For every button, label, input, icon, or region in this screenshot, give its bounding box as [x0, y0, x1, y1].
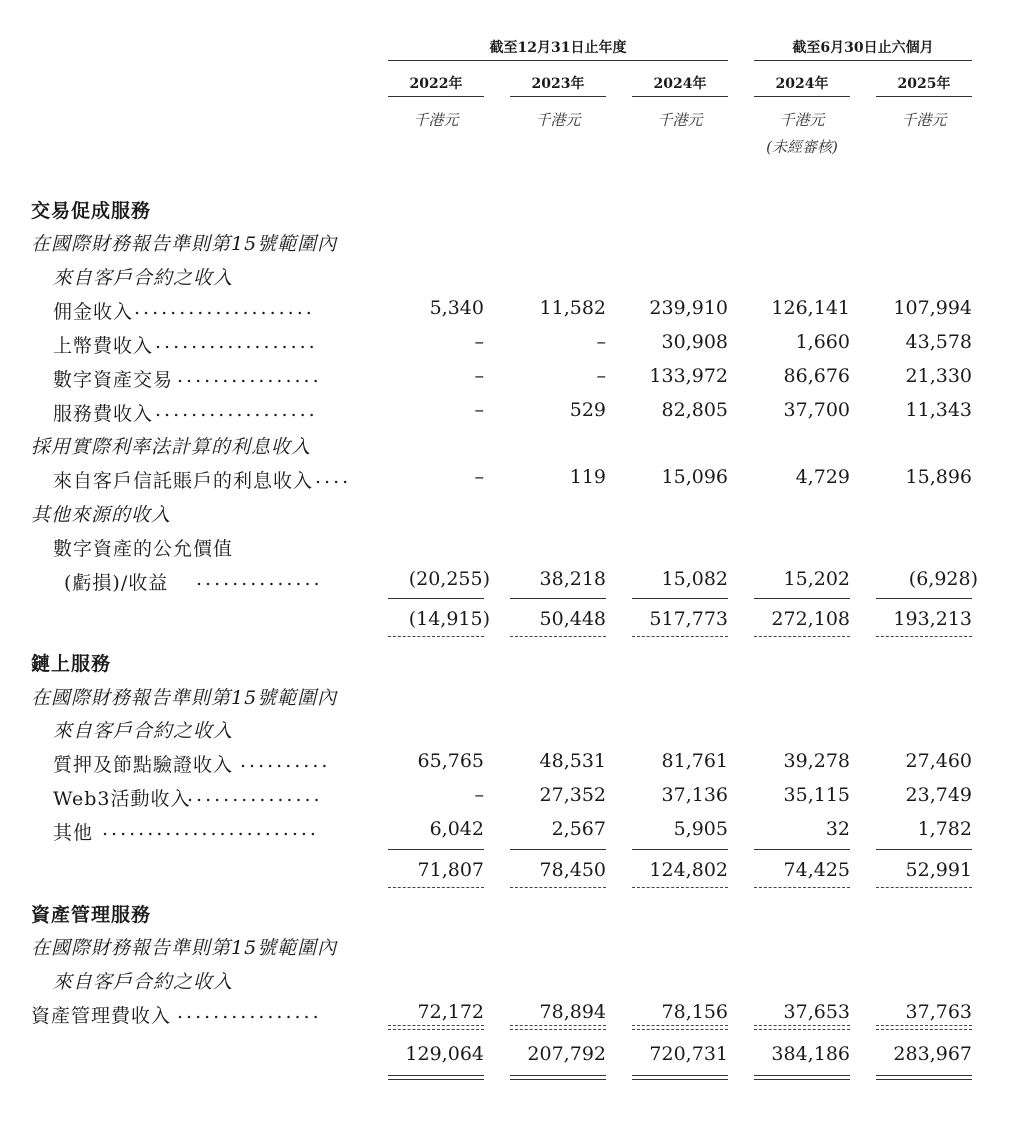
section-subtitle-contracts: 來自客戶合約之收入	[53, 971, 234, 993]
row-label-digital-asset-trading: 數字資產交易	[53, 369, 174, 391]
pre-total-double-dashed-rule	[876, 1025, 972, 1030]
cell-value: –	[474, 365, 484, 387]
cell-value: 35,115	[783, 784, 850, 806]
pre-total-double-dashed-rule	[754, 1025, 850, 1030]
subtotal-rule	[876, 598, 972, 599]
total-double-rule	[632, 1075, 728, 1080]
cell-value: 11,343	[905, 399, 972, 421]
cell-value: 6,042	[429, 818, 484, 840]
header-year-rule	[632, 96, 728, 97]
cell-value: 81,761	[661, 750, 728, 772]
cell-value: (20,255)	[408, 568, 490, 590]
row-label-fair-value: 數字資產的公允價值	[53, 538, 234, 560]
cell-value: 119	[569, 466, 606, 488]
section-subtitle-contracts: 來自客戶合約之收入	[53, 720, 234, 742]
header-year-2024-six: 2024年	[775, 76, 829, 92]
cell-value: 15,896	[905, 466, 972, 488]
row-label-listing-fee: 上幣費收入	[53, 335, 154, 357]
total-value: 207,792	[527, 1043, 606, 1065]
header-unit: 千港元	[535, 111, 581, 129]
subtotal-value: (14,915)	[408, 608, 490, 630]
cell-value: 32	[825, 818, 850, 840]
cell-value: 27,352	[539, 784, 606, 806]
header-year-2024: 2024年	[653, 76, 707, 92]
cell-value: 133,972	[649, 365, 728, 387]
cell-value: –	[596, 365, 606, 387]
row-leader-dots: ....................	[134, 297, 315, 319]
row-label-asset-mgmt-fee: 資產管理費收入	[31, 1005, 172, 1027]
cell-value: 78,894	[539, 1001, 606, 1023]
cell-value: 27,460	[905, 750, 972, 772]
header-unit: 千港元	[413, 111, 459, 129]
section-subtitle-other-sources: 其他來源的收入	[31, 504, 172, 526]
row-label-loss-gain: (虧損)/收益	[64, 572, 169, 594]
subtotal-value: 124,802	[649, 859, 728, 881]
subtotal-dashed-rule	[388, 636, 484, 637]
subtotal-rule	[876, 849, 972, 850]
cell-value: 86,676	[783, 365, 850, 387]
total-double-rule	[388, 1075, 484, 1080]
subtotal-dashed-rule	[754, 887, 850, 888]
subtotal-rule	[754, 849, 850, 850]
section-subtitle-ifrs15: 在國際財務報告準則第15號範圍內	[31, 687, 338, 709]
header-year-2025-six: 2025年	[897, 76, 951, 92]
row-label-commission: 佣金收入	[53, 301, 134, 323]
subtotal-value: 193,213	[893, 608, 972, 630]
cell-value: 30,908	[661, 331, 728, 353]
cell-value: 1,660	[795, 331, 850, 353]
cell-value: 23,749	[905, 784, 972, 806]
header-year-rule	[510, 96, 606, 97]
total-double-rule	[754, 1075, 850, 1080]
row-leader-dots: ........................	[102, 818, 319, 840]
cell-value: –	[474, 466, 484, 488]
subtotal-dashed-rule	[876, 887, 972, 888]
cell-value: 11,582	[539, 297, 606, 319]
row-label-web3: Web3活動收入	[53, 788, 191, 810]
cell-value: 1,782	[917, 818, 972, 840]
cell-value: –	[474, 784, 484, 806]
cell-value: 126,141	[771, 297, 850, 319]
cell-value: 78,156	[661, 1001, 728, 1023]
cell-value: 37,136	[661, 784, 728, 806]
header-year-2022: 2022年	[409, 76, 463, 92]
row-label-trust-interest: 來自客戶信託賬戶的利息收入	[53, 470, 314, 492]
subtotal-dashed-rule	[388, 887, 484, 888]
header-unit: 千港元	[657, 111, 703, 129]
cell-value: 65,765	[417, 750, 484, 772]
total-value: 720,731	[649, 1043, 728, 1065]
row-leader-dots: ..................	[155, 399, 318, 421]
cell-value: 38,218	[539, 568, 606, 590]
section-title-onchain: 鏈上服務	[31, 653, 112, 675]
subtotal-dashed-rule	[754, 636, 850, 637]
subtotal-dashed-rule	[510, 887, 606, 888]
total-double-rule	[876, 1075, 972, 1080]
section-subtitle-ifrs15: 在國際財務報告準則第15號範圍內	[31, 233, 338, 255]
header-unit: 千港元	[779, 111, 825, 129]
row-leader-dots: ....	[315, 466, 352, 488]
section-title-trading: 交易促成服務	[31, 200, 152, 222]
subtotal-rule	[388, 849, 484, 850]
pre-total-double-dashed-rule	[388, 1025, 484, 1030]
subtotal-value: 272,108	[771, 608, 850, 630]
subtotal-rule	[388, 598, 484, 599]
row-leader-dots: ................	[177, 365, 322, 387]
section-subtitle-contracts: 來自客戶合約之收入	[53, 267, 234, 289]
subtotal-value: 74,425	[783, 859, 850, 881]
cell-value: –	[474, 331, 484, 353]
total-value: 129,064	[405, 1043, 484, 1065]
header-year-2023: 2023年	[531, 76, 585, 92]
subtotal-rule	[754, 598, 850, 599]
cell-value: 5,905	[673, 818, 728, 840]
subtotal-rule	[632, 849, 728, 850]
cell-value: 529	[569, 399, 606, 421]
header-year-rule	[876, 96, 972, 97]
cell-value: 37,700	[783, 399, 850, 421]
cell-value: –	[596, 331, 606, 353]
header-group-year: 截至12月31日止年度	[489, 40, 627, 56]
header-year-rule	[388, 96, 484, 97]
cell-value: 239,910	[649, 297, 728, 319]
subtotal-value: 78,450	[539, 859, 606, 881]
cell-value: 15,202	[783, 568, 850, 590]
cell-value: 72,172	[417, 1001, 484, 1023]
subtotal-value: 50,448	[539, 608, 606, 630]
cell-value: 48,531	[539, 750, 606, 772]
cell-value: 5,340	[429, 297, 484, 319]
cell-value: 15,096	[661, 466, 728, 488]
header-group-six-rule	[754, 60, 972, 61]
row-leader-dots: ...............	[187, 784, 323, 806]
header-group-year-rule	[388, 60, 728, 61]
cell-value: (6,928)	[908, 568, 978, 590]
pre-total-double-dashed-rule	[510, 1025, 606, 1030]
subtotal-rule	[510, 849, 606, 850]
row-label-service-fee: 服務費收入	[53, 403, 154, 425]
total-double-rule	[510, 1075, 606, 1080]
subtotal-dashed-rule	[876, 636, 972, 637]
cell-value: 43,578	[905, 331, 972, 353]
cell-value: 37,653	[783, 1001, 850, 1023]
row-leader-dots: ................	[177, 1001, 322, 1023]
row-label-other: 其他	[53, 822, 94, 844]
cell-value: 21,330	[905, 365, 972, 387]
header-unit: 千港元	[901, 111, 947, 129]
row-leader-dots: ..................	[155, 331, 318, 353]
subtotal-value: 52,991	[905, 859, 972, 881]
cell-value: 82,805	[661, 399, 728, 421]
total-value: 283,967	[893, 1043, 972, 1065]
subtotal-rule	[510, 598, 606, 599]
row-leader-dots: ..............	[196, 568, 323, 590]
row-label-staking: 質押及節點驗證收入	[53, 754, 234, 776]
subtotal-dashed-rule	[632, 636, 728, 637]
header-unaudited: (未經審核)	[766, 138, 838, 156]
section-subtitle-interest: 採用實際利率法計算的利息收入	[31, 436, 312, 458]
row-leader-dots: ..........	[240, 750, 331, 772]
section-title-asset-mgmt: 資產管理服務	[31, 904, 152, 926]
cell-value: 15,082	[661, 568, 728, 590]
cell-value: 2,567	[551, 818, 606, 840]
header-year-rule	[754, 96, 850, 97]
subtotal-dashed-rule	[632, 887, 728, 888]
cell-value: 4,729	[795, 466, 850, 488]
total-value: 384,186	[771, 1043, 850, 1065]
cell-value: 37,763	[905, 1001, 972, 1023]
cell-value: 107,994	[893, 297, 972, 319]
section-subtitle-ifrs15: 在國際財務報告準則第15號範圍內	[31, 937, 338, 959]
subtotal-dashed-rule	[510, 636, 606, 637]
subtotal-value: 71,807	[417, 859, 484, 881]
subtotal-value: 517,773	[649, 608, 728, 630]
subtotal-rule	[632, 598, 728, 599]
cell-value: 39,278	[783, 750, 850, 772]
header-group-six-months: 截至6月30日止六個月	[792, 40, 934, 56]
cell-value: –	[474, 399, 484, 421]
pre-total-double-dashed-rule	[632, 1025, 728, 1030]
